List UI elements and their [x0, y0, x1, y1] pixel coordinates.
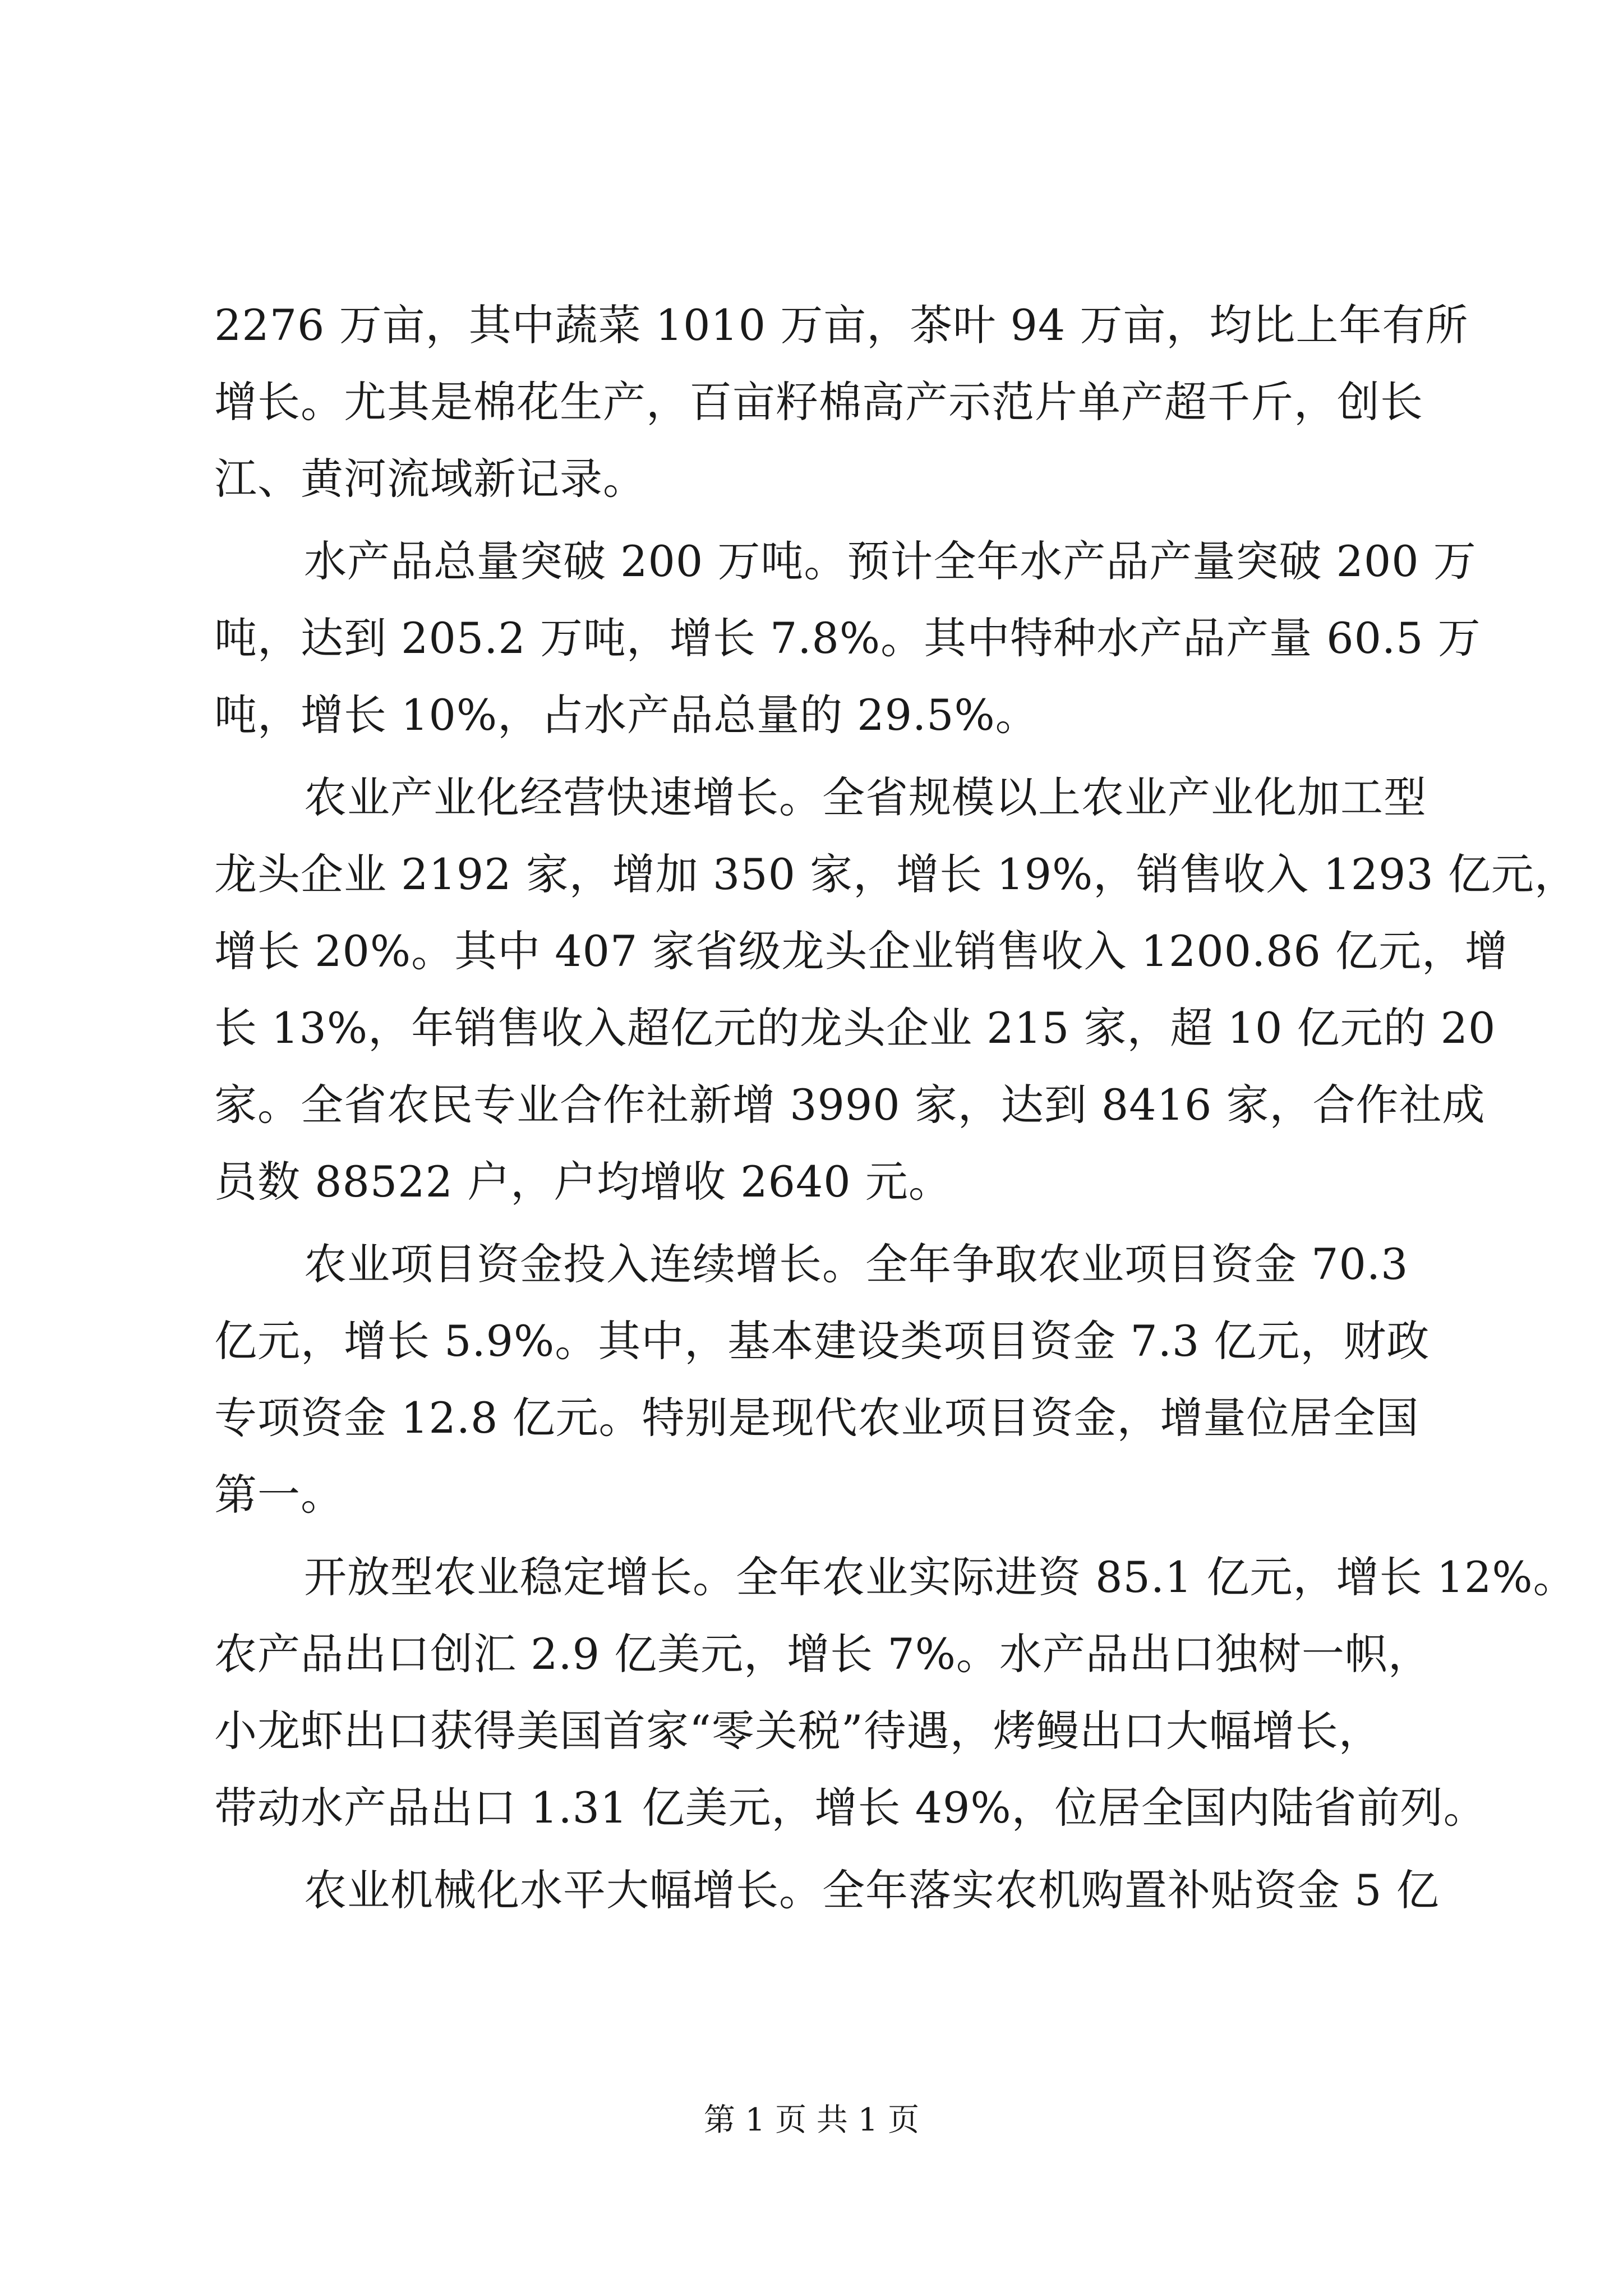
text-line: 增长。尤其是棉花生产，百亩籽棉高产示范片单产超千斤，创长 — [214, 377, 1423, 427]
text-line: 亿元，增长 5.9%。其中，基本建设类项目资金 7.3 亿元，财政 — [214, 1316, 1430, 1366]
page-footer: 第 1 页 共 1 页 — [703, 2102, 920, 2138]
text-line: 专项资金 12.8 亿元。特别是现代农业项目资金，增量位居全国 — [214, 1393, 1419, 1443]
text-line: 员数 88522 户，户均增收 2640 元。 — [214, 1157, 952, 1207]
text-line: 小龙虾出口获得美国首家“零关税”待遇，烤鳗出口大幅增长， — [214, 1706, 1382, 1756]
paragraph-start-line: 水产品总量突破 200 万吨。预计全年水产品产量突破 200 万 — [304, 536, 1477, 586]
text-line: 龙头企业 2192 家，增加 350 家，增长 19%，销售收入 1293 亿元， — [214, 849, 1578, 899]
paragraph-start-line: 农业机械化水平大幅增长。全年落实农机购置补贴资金 5 亿 — [304, 1865, 1440, 1915]
text-line: 带动水产品出口 1.31 亿美元，增长 49%，位居全国内陆省前列。 — [214, 1783, 1487, 1833]
text-line: 第一。 — [214, 1470, 344, 1520]
text-line: 农产品出口创汇 2.9 亿美元，增长 7%。水产品出口独树一帜， — [214, 1629, 1431, 1679]
text-line: 吨，达到 205.2 万吨，增长 7.8%。其中特种水产品产量 60.5 万 — [214, 613, 1481, 663]
text-line: 增长 20%。其中 407 家省级龙头企业销售收入 1200.86 亿元，增 — [214, 926, 1509, 976]
text-line: 家。全省农民专业合作社新增 3990 家，达到 8416 家，合作社成 — [214, 1080, 1486, 1130]
paragraph-start-line: 开放型农业稳定增长。全年农业实际进资 85.1 亿元，增长 12%。 — [304, 1552, 1576, 1602]
paragraph-start-line: 农业产业化经营快速增长。全省规模以上农业产业化加工型 — [304, 772, 1427, 822]
text-line: 长 13%，年销售收入超亿元的龙头企业 215 家，超 10 亿元的 20 — [214, 1003, 1496, 1053]
text-line: 江、黄河流域新记录。 — [214, 454, 646, 504]
text-line: 2276 万亩，其中蔬菜 1010 万亩，茶叶 94 万亩，均比上年有所 — [214, 300, 1469, 350]
paragraph-start-line: 农业项目资金投入连续增长。全年争取农业项目资金 70.3 — [304, 1239, 1409, 1289]
text-line: 吨，增长 10%，占水产品总量的 29.5%。 — [214, 690, 1039, 740]
